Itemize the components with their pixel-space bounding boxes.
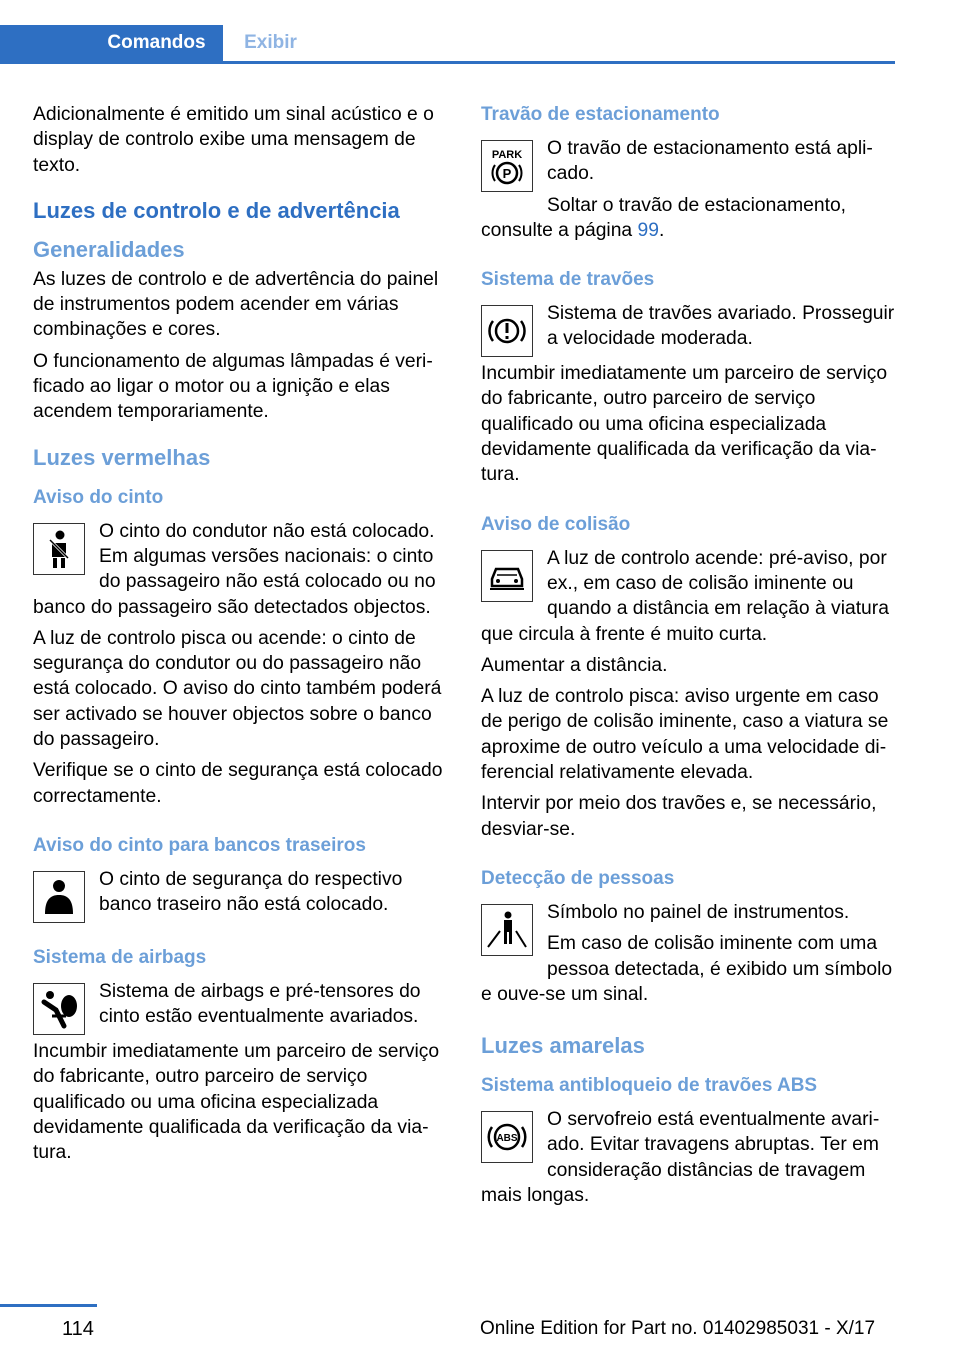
tab-comandos-label: Comandos	[107, 32, 206, 53]
heading-sistema-travoes: Sistema de travões	[481, 269, 655, 291]
travao-text-end: .	[658, 219, 665, 241]
aviso-colisao-paragraph-4: Intervir por meio dos travões e, se necessário, desviar-se.	[481, 793, 877, 840]
deteccao-pessoas-block	[481, 900, 899, 1013]
right-column	[481, 102, 899, 1214]
heading-sistema-airbags: Sistema de airbags	[33, 946, 207, 968]
heading-generalidades: Generalidades	[33, 236, 185, 262]
heading-luzes-controlo: Luzes de controlo e de advertência	[33, 197, 400, 223]
sistema-airbags-paragraph-1: Sistema de airbags e pré-tensores do cinto estão eventualmente avariados.	[99, 980, 421, 1028]
abs-block	[481, 1107, 899, 1214]
travao-estacionamento-paragraph-2	[481, 193, 899, 244]
page-link-99[interactable]: 99	[637, 219, 659, 241]
brake-warning-icon	[481, 305, 533, 357]
deteccao-pessoas-paragraph-1: Símbolo no painel de instrumentos.	[547, 901, 850, 923]
sistema-travoes-paragraph-1: Sistema de travões avariado. Prosseguir a velocidade moderada.	[547, 303, 895, 350]
heading-deteccao-pessoas: Detecção de pessoas	[481, 867, 675, 889]
heading-aviso-cinto-traseiros: Aviso do cinto para bancos traseiros	[33, 834, 366, 856]
seatbelt-icon	[33, 523, 85, 575]
sistema-travoes-block	[481, 301, 899, 361]
deteccao-pessoas-paragraph-2: Em caso de colisão iminente com uma pessoa detectada, é exibido um símbolo e ouve-se um sinal.	[481, 933, 893, 1005]
aviso-cinto-traseiros-paragraph: O cinto de segurança do respectivo banco traseiro não está colocado.	[99, 868, 403, 916]
heading-luzes-amarelas: Luzes amarelas	[481, 1033, 645, 1059]
heading-travao-estacionamento: Travão de estacionamento	[481, 104, 720, 125]
aviso-colisao-paragraph-2: Aumentar a distância.	[481, 654, 668, 676]
park-icon-p: P	[502, 166, 512, 181]
tab-comandos[interactable]	[0, 25, 223, 61]
travao-estacionamento-block	[481, 136, 899, 249]
heading-aviso-cinto: Aviso do cinto	[33, 486, 164, 508]
abs-icon	[481, 1111, 533, 1163]
aviso-colisao-block	[481, 546, 899, 653]
footer-rule	[0, 1304, 97, 1307]
sistema-airbags-paragraph-2: Incumbir imediatamente um parceiro de serviço do fabricante, outro parceiro de serviço qualificado ou uma oficina especializada devidamente qualificada da verificação da viatura.	[33, 1040, 440, 1164]
heading-aviso-colisao: Aviso de colisão	[481, 513, 631, 535]
travao-estacionamento-paragraph-1: O travão de estacionamento está aplicado.	[547, 138, 873, 185]
aviso-cinto-paragraph-2: A luz de controlo pisca ou acende: o cinto de segurança do condutor ou do passageiro não está colocado. O aviso do cinto também poderá ser activado se houver objectos sobre o banco do passageiro.	[33, 627, 442, 751]
travao-text: Soltar o travão de estacionamento, consulte a página	[481, 194, 847, 241]
rear-seat-person-icon	[33, 871, 85, 923]
chapter-tabs	[0, 25, 895, 64]
aviso-colisao-paragraph-1: A luz de controlo acende: pré-aviso, por ex., em caso de colisão iminente ou quando a distância em relação à viatura que circula à frente é muito curta.	[481, 547, 889, 645]
abs-paragraph-1: O servofreio está eventualmente avariado. Evitar travagens abruptas. Ter em consideração distâncias de travagem mais longas.	[481, 1109, 880, 1207]
generalidades-paragraph-1: As luzes de controlo e de advertência do painel de instrumentos podem acender em várias combinações e cores.	[33, 268, 439, 341]
sistema-travoes-paragraph-2: Incumbir imediatamente um parceiro de serviço do fabricante, outro parceiro de serviço qualificado ou uma oficina especializada devidamente qualificada da verificação da viatura.	[481, 363, 888, 486]
page-number: 114	[62, 1318, 94, 1340]
aviso-cinto-paragraph-1: O cinto do condutor não está colocado. Em algumas versões nacionais: o cinto do passageiro não está colocado ou no banco do passageiro são detectados objectos.	[33, 520, 436, 618]
tab-exibir[interactable]: Exibir	[244, 32, 297, 53]
aviso-cinto-traseiros-block	[33, 867, 449, 927]
abs-icon-label: ABS	[496, 1133, 518, 1145]
park-icon-label: PARK	[491, 149, 523, 161]
sistema-airbags-block	[33, 979, 449, 1039]
aviso-colisao-paragraph-3: A luz de controlo pisca: aviso urgente em caso de perigo de colisão iminente, caso a viatura se aproxime de outro veículo a uma velocidade diferencial relativamente elevada.	[481, 686, 889, 784]
collision-car-icon	[481, 550, 533, 602]
generalidades-paragraph-2: O funcionamento de algumas lâmpadas é verificado ao ligar o motor ou a ignição e elas acendem temporariamente.	[33, 350, 433, 423]
parking-brake-icon	[481, 140, 533, 192]
airbag-icon	[33, 983, 85, 1035]
aviso-cinto-paragraph-3: Verifique se o cinto de segurança está colocado correctamente.	[33, 760, 443, 807]
aviso-cinto-block	[33, 519, 449, 626]
edition-line: Online Edition for Part no. 01402985031 - X/17	[480, 1318, 876, 1339]
heading-abs: Sistema antibloqueio de travões ABS	[481, 1075, 818, 1097]
left-column	[33, 102, 449, 1171]
heading-luzes-vermelhas: Luzes vermelhas	[33, 444, 211, 470]
pedestrian-icon	[481, 904, 533, 956]
intro-paragraph: Adicionalmente é emitido um sinal acústico e o display de controlo exibe uma mensagem de texto.	[33, 104, 434, 176]
